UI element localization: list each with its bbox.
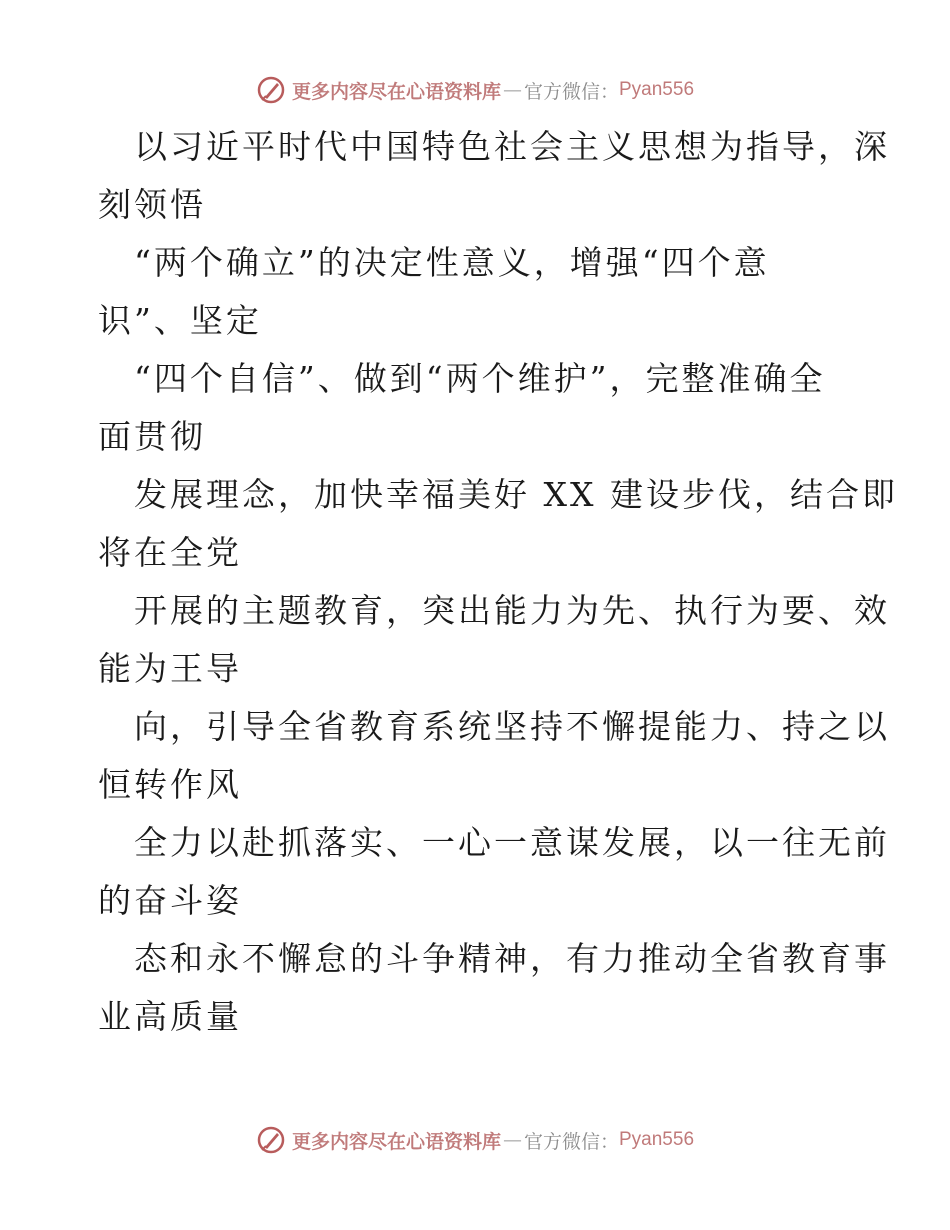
body-line [98, 234, 858, 292]
body-line-text: 面贯彻 [98, 417, 206, 456]
watermark-label: 官方微信： [523, 80, 619, 103]
body-line [98, 872, 858, 930]
body-line-text: 能为王导 [98, 649, 242, 688]
body-line-text: 全力以赴抓落实、一心一意谋发展，以一往无前 [134, 823, 890, 862]
body-line [98, 756, 858, 814]
watermark-dash: — [502, 1129, 522, 1151]
watermark-main-text: 更多内容尽在心语资料库 [291, 80, 501, 103]
body-line [98, 814, 890, 872]
body-line [98, 988, 858, 1046]
quill-logo-icon [256, 75, 286, 105]
body-line-text: 识”、坚定 [98, 301, 262, 340]
body-line [98, 118, 890, 176]
body-line-text: 刻领悟 [98, 185, 206, 224]
body-line-text: 向，引导全省教育系统坚持不懈提能力、持之以 [134, 707, 890, 746]
body-line [98, 408, 858, 466]
watermark-main-text: 更多内容尽在心语资料库 [291, 1130, 501, 1153]
body-line-text: “两个确立”的决定性意义，增强“四个意 [134, 243, 770, 282]
body-line-text: 态和永不懈怠的斗争精神，有力推动全省教育事 [134, 939, 890, 978]
body-line-text: “四个自信”、做到“两个维护”，完整准确全 [134, 359, 826, 398]
footer-watermark [0, 1120, 950, 1160]
body-line-text: 的奋斗姿 [98, 881, 242, 920]
body-line [98, 698, 890, 756]
body-line-text: 业高质量 [98, 997, 242, 1036]
body-line-text: 开展的主题教育，突出能力为先、执行为要、效 [134, 591, 890, 630]
body-line-text: 发展理念，加快幸福美好 XX 建设步伐，结合即 [134, 475, 898, 514]
body-line [98, 466, 898, 524]
watermark-id: Pyan556 [619, 1129, 695, 1150]
body-line [98, 292, 858, 350]
document-body [98, 118, 898, 1046]
body-line-text: 将在全党 [98, 533, 242, 572]
body-line [98, 640, 858, 698]
header-watermark [0, 70, 950, 110]
body-line-text: 以习近平时代中国特色社会主义思想为指导，深 [134, 127, 890, 166]
quill-logo-icon [256, 1125, 286, 1155]
watermark-dash: — [502, 79, 522, 101]
body-line-text: 恒转作风 [98, 765, 242, 804]
body-line [98, 582, 890, 640]
body-line [98, 350, 858, 408]
body-line [98, 176, 858, 234]
body-line [98, 930, 890, 988]
watermark-id: Pyan556 [619, 79, 695, 100]
body-line [98, 524, 858, 582]
watermark-label: 官方微信： [523, 1130, 619, 1153]
